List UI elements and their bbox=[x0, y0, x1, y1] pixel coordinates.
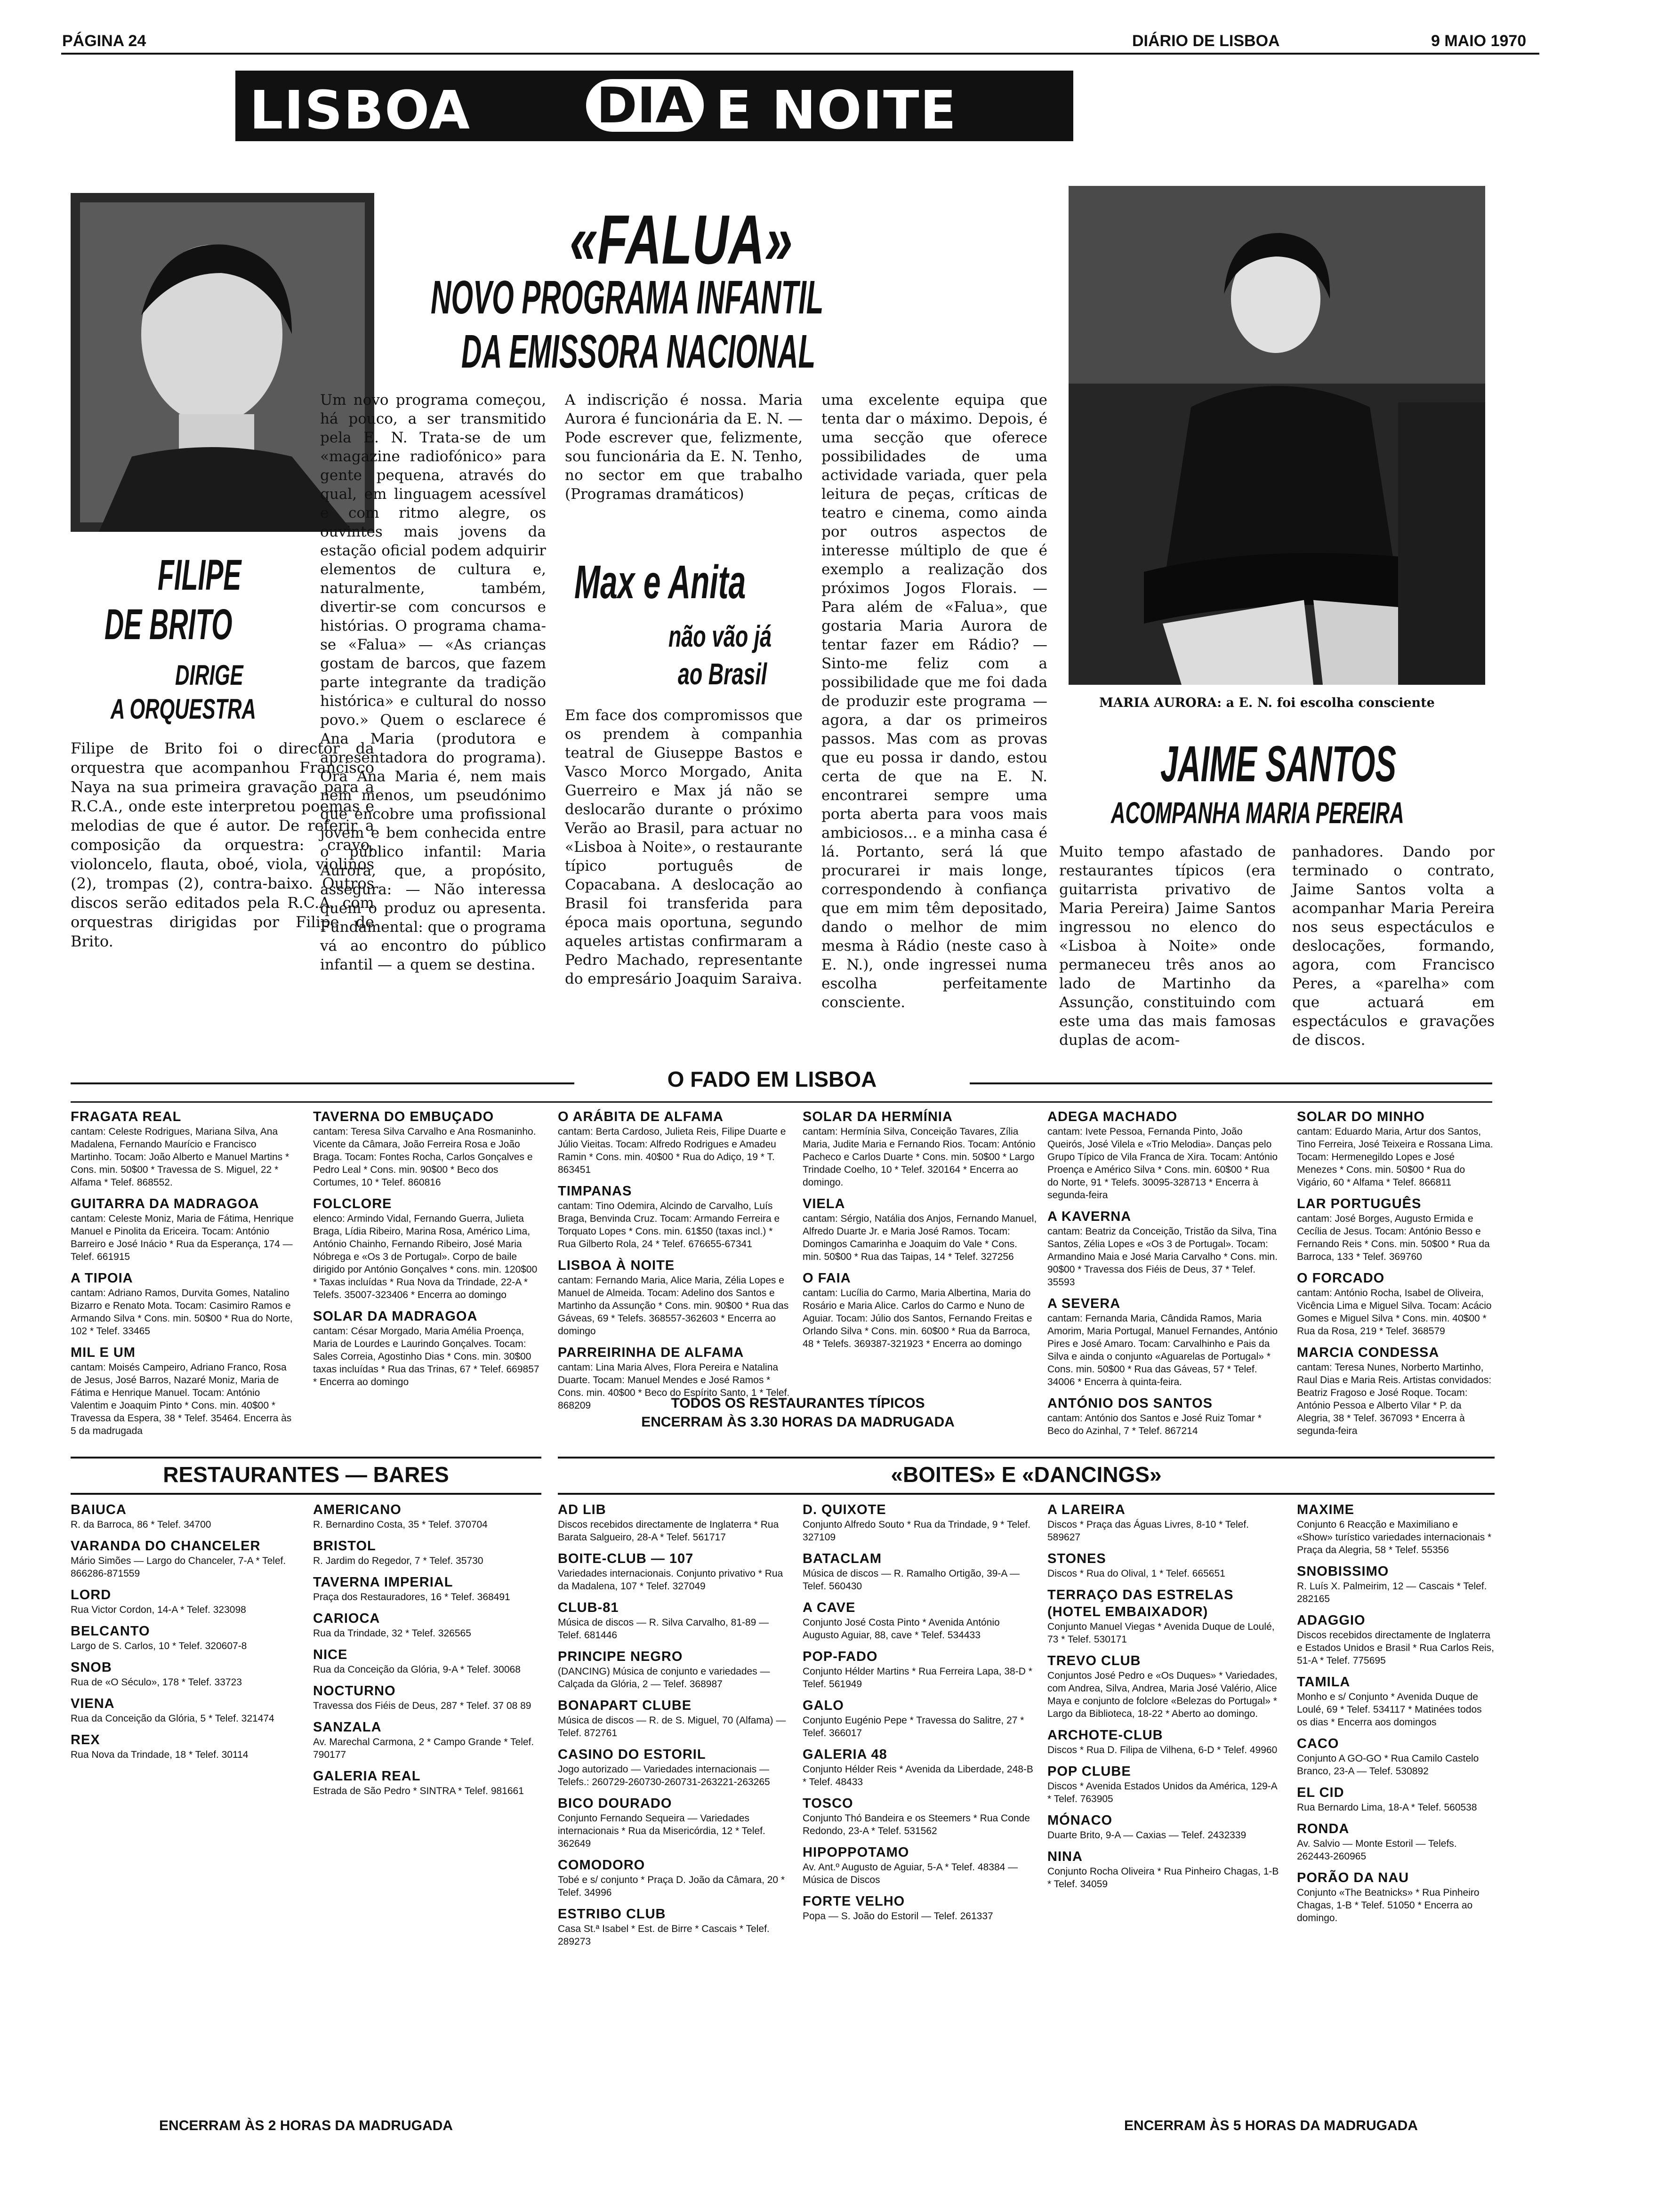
falua-column-1: Um novo programa começou, há pouco, a ser transmitido pela E. N. Trata-se de um «magazine radiofónico» para gente pequena, através do qual, em linguagem acessível e com ritmo alegre, os ouvintes mais jovens da estação oficial podem adquirir elementos de cultura e, naturalmente, também, divertir-se com concursos e histórias. O programa chama-se «Falua» — «As crianças gostam de barcos, que fazem parte integrante da tradição histórica» e cultural do nosso povo.» Quem o esclarece é Ana Maria (produtora e apresentadora do programa). Ora Ana Maria é, nem mais nem menos, um pseudónimo que encobre uma profissional jovem e bem conhecida entre o público infantil: Maria Aurora, que, a propósito, assegura: — Não interessa quem o produz ou apresenta. Fundamental: que o programa vá ao encontro do público infantil — a quem se destina. bbox=[320, 392, 546, 973]
venue-name: MAXIME bbox=[1297, 1502, 1354, 1517]
venue-details: Av. Marechal Carmona, 2 * Campo Grande * Telef. 790177 bbox=[313, 1737, 534, 1760]
banner-left-word: LISBOA bbox=[249, 80, 471, 141]
restaurantes-column-2 bbox=[313, 1501, 539, 2108]
list-item bbox=[71, 1695, 292, 1725]
fado-column-6 bbox=[1297, 1108, 1495, 1443]
page-number: PÁGINA 24 bbox=[62, 32, 146, 50]
venue-details: Mário Simões — Largo do Chanceler, 7-A * Telef. 866286-871559 bbox=[71, 1555, 286, 1579]
venue-details: cantam: César Morgado, Maria Amélia Proença, Maria de Lourdes e Laurindo Gonçalves. Tocam: Sales Correia, Agostinho Dias * Cons. min. 30$00 taxas incluídas * Rua das Trinas, 67 * Telef. 669857 * Encerra ao domingo bbox=[313, 1326, 539, 1387]
boites-closing: ENCERRAM ÀS 5 HORAS DA MADRUGADA bbox=[1124, 2118, 1418, 2133]
venue-name: NINA bbox=[1047, 1849, 1083, 1864]
venue-name: ESTRIBO CLUB bbox=[558, 1907, 666, 1922]
list-item bbox=[1297, 1820, 1495, 1863]
restaurantes-rule-bottom bbox=[71, 1493, 541, 1495]
venue-details: Conjunto Hélder Reis * Avenida da Liberdade, 248-B * Telef. 48433 bbox=[803, 1764, 1033, 1787]
venue-name: NICE bbox=[313, 1647, 348, 1662]
venue-name: O ARÁBITA DE ALFAMA bbox=[558, 1109, 724, 1124]
jaime-subtitle: ACOMPANHA MARIA PEREIRA bbox=[1111, 796, 1404, 830]
list-item bbox=[558, 1697, 788, 1739]
venue-name: PRINCIPE NEGRO bbox=[558, 1649, 683, 1664]
list-item bbox=[803, 1599, 1038, 1642]
filipe-sub-line2: A ORQUESTRA bbox=[111, 693, 256, 725]
list-item bbox=[558, 1183, 793, 1250]
venue-name: CASINO DO ESTORIL bbox=[558, 1747, 706, 1762]
fado-column-1 bbox=[71, 1108, 297, 1443]
list-item bbox=[313, 1610, 539, 1640]
venue-name: D. QUIXOTE bbox=[803, 1502, 886, 1517]
newspaper-name: DIÁRIO DE LISBOA bbox=[1132, 32, 1280, 50]
photo-caption: MARIA AURORA: a E. N. foi escolha consciente bbox=[1099, 696, 1435, 710]
venue-name: O FORCADO bbox=[1297, 1271, 1385, 1286]
venue-name: VIELA bbox=[803, 1196, 845, 1211]
venue-details: Discos * Rua do Olival, 1 * Telef. 665651 bbox=[1047, 1568, 1225, 1579]
venue-details: cantam: António dos Santos e José Ruiz Tomar * Beco do Azinhal, 7 * Telef. 867214 bbox=[1047, 1413, 1262, 1436]
venue-details: Praça dos Restauradores, 16 * Telef. 368491 bbox=[313, 1592, 510, 1603]
list-item bbox=[313, 1768, 539, 1797]
venue-details: Casa St.ª Isabel * Est. de Birre * Cascais * Telef. 289273 bbox=[558, 1923, 770, 1947]
venue-details: Variedades internacionais. Conjunto privativo * Rua da Madalena, 107 * Telef. 327049 bbox=[558, 1568, 783, 1592]
venue-name: GALO bbox=[803, 1698, 844, 1713]
venue-details: Conjunto 6 Reacção e Maximiliano e «Show» turístico variedades internacionais * Praça da Alegria, 58 * Telef. 55356 bbox=[1297, 1519, 1492, 1555]
venue-name: CLUB-81 bbox=[558, 1600, 619, 1615]
list-item bbox=[1047, 1395, 1280, 1437]
venue-name: SANZALA bbox=[313, 1720, 382, 1735]
list-item bbox=[1297, 1869, 1495, 1924]
venue-details: Largo de S. Carlos, 10 * Telef. 320607-8 bbox=[71, 1641, 247, 1651]
list-item bbox=[1297, 1674, 1495, 1729]
falua-column-3: uma excelente equipa que tenta dar o máximo. Depois, é uma secção que oferece possibilidades de uma actividade variada, quer pela leitura de peças, críticas de teatro e cinema, como ainda por outros aspectos de interesse múltiplo de que é exemplo a realização dos próximos Jogos Florais. — Para além de «Falua», que gostaria Maria Aurora de tentar fazer em Rádio? — Sinto-me feliz com a possibilidade que me foi dada de produzir este programa — agora, a dar os primeiros passos. Mas com as provas que eu possa ir dando, estou certa de que na E. N. encontrarei sempre uma porta aberta para voos mais ambiciosos... e a minha casa é lá. Portanto, será lá que procurarei ir mais longe, correspondendo à confiança que em mim têm depositado, dando o melhor de mim mesma à Rádio (neste caso à E. N.), onde ingressei numa escolha perfeitamente consciente. bbox=[821, 392, 1047, 1011]
venue-details: cantam: Tino Odemira, Alcindo de Carvalho, Luís Braga, Benvinda Cruz. Tocam: Armando Ferreira e Torquato Lopes * Cons. min. 61$50 (taxas incl.) * Rua Gilberto Rola, 24 * Telef. 676655-67341 bbox=[558, 1201, 780, 1250]
fado-section-title: O FADO EM LISBOA bbox=[667, 1067, 877, 1091]
restaurantes-closing: ENCERRAM ÀS 2 HORAS DA MADRUGADA bbox=[159, 2118, 453, 2133]
falua-title: «FALUA» bbox=[570, 201, 793, 279]
venue-name: COMODORO bbox=[558, 1858, 645, 1873]
venue-name: LISBOA À NOITE bbox=[558, 1258, 675, 1273]
venue-name: REX bbox=[71, 1732, 100, 1747]
venue-details: Rua da Conceição da Glória, 9-A * Telef. 30068 bbox=[313, 1664, 521, 1675]
list-item bbox=[1047, 1108, 1280, 1202]
venue-details: Popa — S. João do Estoril — Telef. 261337 bbox=[803, 1911, 993, 1922]
venue-name: PORÃO DA NAU bbox=[1297, 1870, 1409, 1885]
venue-details: cantam: Teresa Silva Carvalho e Ana Rosmaninho. Vicente da Câmara, João Ferreira Rosa e João Braga. Tocam: Fontes Rocha, Carlos Gonçalves e Pedro Leal * Cons. min. 90$00 * Beco dos Cortumes, 10 * Telef. 860816 bbox=[313, 1126, 536, 1188]
venue-name: EL CID bbox=[1297, 1785, 1344, 1800]
list-item bbox=[71, 1623, 292, 1652]
venue-name: GALERIA 48 bbox=[803, 1747, 887, 1762]
max-anita-subtitle-line1: não vão já bbox=[668, 619, 772, 653]
list-item bbox=[803, 1795, 1038, 1837]
boites-rule-top bbox=[558, 1457, 1495, 1459]
venue-name: POP CLUBE bbox=[1047, 1764, 1131, 1779]
venue-details: Av. Ant.º Augusto de Aguiar, 5-A * Telef. 48384 — Música de Discos bbox=[803, 1862, 1018, 1885]
venue-details: Conjunto José Costa Pinto * Avenida António Augusto Aguiar, 88, cave * Telef. 534433 bbox=[803, 1617, 1000, 1641]
venue-name: SOLAR DA MADRAGOA bbox=[313, 1309, 478, 1324]
venue-name: SNOBISSIMO bbox=[1297, 1564, 1389, 1579]
list-item bbox=[803, 1697, 1038, 1739]
fado-closing-line2: ENCERRAM ÀS 3.30 HORAS DA MADRUGADA bbox=[641, 1414, 955, 1430]
list-item bbox=[803, 1270, 1038, 1350]
venue-name: AD LIB bbox=[558, 1502, 606, 1517]
venue-name: ADAGGIO bbox=[1297, 1613, 1366, 1628]
venue-name: FOLCLORE bbox=[313, 1196, 392, 1211]
list-item bbox=[1047, 1208, 1280, 1289]
list-item bbox=[1047, 1587, 1283, 1646]
list-item bbox=[1297, 1501, 1495, 1556]
list-item bbox=[313, 1683, 539, 1712]
venue-name: TERRAÇO DAS ESTRELAS (HOTEL EMBAIXADOR) bbox=[1047, 1587, 1234, 1619]
list-item bbox=[803, 1893, 1038, 1923]
maria-aurora-photo bbox=[1069, 186, 1485, 685]
venue-name: O FAIA bbox=[803, 1271, 851, 1286]
venue-details: Conjuntos José Pedro e «Os Duques» * Variedades, com Andrea, Silva, Andrea, Maria José Valério, Alice Maya e conjunto de folclore «Belezas do Portugal» * Largo da Biblioteca, 18-22 * Aberto ao domingo. bbox=[1047, 1670, 1278, 1719]
boites-column-3 bbox=[1047, 1501, 1283, 2104]
venue-name: TREVO CLUB bbox=[1047, 1653, 1141, 1668]
venue-details: cantam: Hermínia Silva, Conceição Tavares, Zília Maria, Judite Maria e Fernando Rios. Tocam: António Pacheco e Carlos Duarte * Cons. min. 50$00 * Largo Trindade Coelho, 10 * Telef. 320164 * Encerra ao domingo. bbox=[803, 1126, 1036, 1188]
venue-name: FORTE VELHO bbox=[803, 1894, 905, 1909]
list-item bbox=[803, 1195, 1038, 1263]
list-item bbox=[1047, 1848, 1283, 1891]
falua-subtitle-line1: NOVO PROGRAMA INFANTIL bbox=[431, 271, 824, 324]
venue-details: (DANCING) Música de conjunto e variedades — Calçada da Glória, 2 — Telef. 368987 bbox=[558, 1666, 770, 1690]
jaime-column-1: Muito tempo afastado de restaurantes típicos (era guitarrista privativo de Maria Pereira) Jaime Santos ingressou no elenco do «Lisboa à Noite» onde permaneceu três anos ao lado de Martinho da Assunção, constituindo com este uma das mais famosas duplas de acom- bbox=[1059, 843, 1276, 1049]
list-item bbox=[803, 1648, 1038, 1691]
venue-name: GUITARRA DA MADRAGOA bbox=[71, 1196, 259, 1211]
venue-details: cantam: Fernando Maria, Alice Maria, Zélia Lopes e Manuel de Almeida. Tocam: Adelino dos Santos e Martinho da Assunção * Cons. min. 90$00 * Rua das Gáveas, 69 * Telefs. 368557-362603 * Encerra ao domingo bbox=[558, 1275, 789, 1337]
venue-details: R. Luís X. Palmeirim, 12 — Cascais * Telef. 282165 bbox=[1297, 1581, 1487, 1604]
venue-name: BONAPART CLUBE bbox=[558, 1698, 692, 1713]
fado-rule-bottom bbox=[71, 1101, 1492, 1103]
filipe-name-line1: FILIPE bbox=[158, 551, 241, 599]
list-item bbox=[1297, 1344, 1495, 1437]
venue-name: CARIOCA bbox=[313, 1611, 380, 1626]
venue-details: Conjunto A GO-GO * Rua Camilo Castelo Branco, 23-A — Telef. 530892 bbox=[1297, 1753, 1479, 1777]
list-item bbox=[803, 1550, 1038, 1593]
venue-details: cantam: Sérgio, Natália dos Anjos, Fernando Manuel, Alfredo Duarte Jr. e Maria José Ramos. Tocam: Domingos Camarinha e Joaquim do Vale * Cons. min. 50$00 * Rua das Taipas, 14 * Telef. 327256 bbox=[803, 1213, 1037, 1262]
venue-name: BAIUCA bbox=[71, 1502, 127, 1517]
banner-middle-word: DIA bbox=[586, 79, 704, 132]
falua-subtitle-line2: DA EMISSORA NACIONAL bbox=[461, 325, 816, 378]
fado-rule-right bbox=[970, 1082, 1492, 1084]
venue-name: TAVERNA IMPERIAL bbox=[313, 1575, 453, 1590]
list-item bbox=[558, 1857, 788, 1899]
venue-name: ARCHOTE-CLUB bbox=[1047, 1728, 1163, 1743]
list-item bbox=[313, 1501, 539, 1531]
venue-details: cantam: Teresa Nunes, Norberto Martinho, Raul Dias e Maria Reis. Artistas convidados: Beatriz Fragoso e José Roque. Tocam: António Pessoa e Alberto Vilar * P. da Alegria, 38 * Telef. 367093 * Encerra à segunda-feira bbox=[1297, 1362, 1492, 1436]
portrait-illustration bbox=[1069, 186, 1485, 685]
venue-details: cantam: Moisés Campeiro, Adriano Franco, Rosa de Jesus, José Barros, Nazaré Moniz, Maria de Fátima e Henrique Manuel. Tocam: António Valentim e Joaquim Pinto * Cons. min. 40$00 * Travessa da Espera, 38 * Telef. 35464. Encerra às 5 da madrugada bbox=[71, 1362, 292, 1436]
venue-details: elenco: Armindo Vidal, Fernando Guerra, Julieta Braga, Lídia Ribeiro, Marina Rosa, Américo Lima, António Chainho, Fernando Ribeiro, José Maria Nóbrega e «Os 3 de Portugal». Corpo de baile dirigido por António Gonçalves * cons. min. 120$00 * Taxas incluídas * Rua Nova da Trindade, 22-A * Telefs. 35007-323406 * Encerra ao domingo bbox=[313, 1213, 538, 1300]
venue-details: Música de discos — R. Silva Carvalho, 81-89 — Telef. 681446 bbox=[558, 1617, 769, 1641]
banner-right-word: E NOITE bbox=[716, 80, 957, 141]
list-item bbox=[803, 1501, 1038, 1544]
venue-name: BOITE-CLUB — 107 bbox=[558, 1551, 694, 1566]
venue-details: Rua Nova da Trindade, 18 * Telef. 30114 bbox=[71, 1749, 249, 1760]
venue-details: Música de discos — R. Ramalho Ortigão, 39-A — Telef. 560430 bbox=[803, 1568, 1020, 1592]
boites-rule-bottom bbox=[558, 1493, 1495, 1495]
fado-column-5 bbox=[1047, 1108, 1280, 1443]
venue-details: Discos * Avenida Estados Unidos da América, 129-A * Telef. 763905 bbox=[1047, 1781, 1277, 1804]
list-item bbox=[1047, 1501, 1283, 1544]
venue-details: Rua da Trindade, 32 * Telef. 326565 bbox=[313, 1628, 471, 1639]
fado-column-4 bbox=[803, 1108, 1038, 1391]
list-item bbox=[71, 1270, 297, 1338]
venue-name: SOLAR DO MINHO bbox=[1297, 1109, 1425, 1124]
boites-column-4 bbox=[1297, 1501, 1495, 2104]
list-item bbox=[803, 1108, 1038, 1189]
venue-details: Discos * Praça das Águas Livres, 8-10 * Telef. 589627 bbox=[1047, 1519, 1249, 1543]
list-item bbox=[71, 1344, 297, 1437]
filipe-sub-line1: DIRIGE bbox=[175, 659, 243, 691]
venue-name: STONES bbox=[1047, 1551, 1106, 1566]
list-item bbox=[1047, 1727, 1283, 1756]
list-item bbox=[313, 1195, 544, 1301]
list-item bbox=[313, 1108, 544, 1189]
venue-details: Rua da Conceição da Glória, 5 * Telef. 321474 bbox=[71, 1713, 274, 1724]
list-item bbox=[1297, 1784, 1495, 1814]
venue-details: Rua de «O Século», 178 * Telef. 33723 bbox=[71, 1677, 242, 1688]
list-item bbox=[1297, 1612, 1495, 1667]
venue-name: A KAVERNA bbox=[1047, 1209, 1132, 1224]
list-item bbox=[313, 1574, 539, 1603]
venue-name: TAMILA bbox=[1297, 1675, 1351, 1690]
venue-name: VIENA bbox=[71, 1696, 115, 1711]
venue-name: NOCTURNO bbox=[313, 1683, 396, 1699]
header-rule bbox=[61, 53, 1539, 55]
list-item bbox=[558, 1648, 788, 1691]
venue-details: Conjunto Rocha Oliveira * Rua Pinheiro Chagas, 1-B * Telef. 34059 bbox=[1047, 1866, 1279, 1890]
venue-name: CACO bbox=[1297, 1736, 1339, 1751]
list-item bbox=[1297, 1195, 1495, 1263]
venue-name: VARANDA DO CHANCELER bbox=[71, 1539, 261, 1554]
venue-details: Conjunto Fernando Sequeira — Variedades internacionais * Rua da Misericórdia, 12 * Telef. 362649 bbox=[558, 1813, 765, 1849]
venue-name: BRISTOL bbox=[313, 1539, 376, 1554]
venue-name: MARCIA CONDESSA bbox=[1297, 1345, 1440, 1360]
venue-details: cantam: António Rocha, Isabel de Oliveira, Vicência Lima e Miguel Silva. Tocam: Acácio Gomes e Miguel Silva * Cons. min. 40$00 * Rua da Rosa, 219 * Telef. 368579 bbox=[1297, 1288, 1492, 1337]
list-item bbox=[1047, 1652, 1283, 1720]
list-item bbox=[1047, 1550, 1283, 1580]
list-item bbox=[558, 1550, 788, 1593]
venue-details: Discos recebidos directamente de Inglaterra e Estados Unidos e Brasil * Rua Carlos Reis, 51-A * Telef. 775695 bbox=[1297, 1630, 1495, 1666]
venue-name: ADEGA MACHADO bbox=[1047, 1109, 1178, 1124]
list-item bbox=[71, 1587, 292, 1616]
venue-details: cantam: José Borges, Augusto Ermida e Cecília de Jesus. Tocam: António Besso e Fernando Reis * Cons. min. 50$00 * Rua da Barroca, 133 * Telef. 369760 bbox=[1297, 1213, 1490, 1262]
venue-name: PARREIRINHA DE ALFAMA bbox=[558, 1345, 744, 1360]
venue-details: Tobé e s/ conjunto * Praça D. João da Câmara, 20 * Telef. 34996 bbox=[558, 1875, 785, 1898]
list-item bbox=[1047, 1295, 1280, 1388]
venue-name: GALERIA REAL bbox=[313, 1769, 421, 1784]
venue-details: Discos recebidos directamente de Inglaterra * Rua Barata Salgueiro, 28-A * Telef. 561717 bbox=[558, 1519, 779, 1543]
list-item bbox=[71, 1501, 292, 1531]
venue-details: R. da Barroca, 86 * Telef. 34700 bbox=[71, 1519, 211, 1530]
list-item bbox=[71, 1538, 292, 1580]
list-item bbox=[313, 1538, 539, 1567]
venue-name: BATACLAM bbox=[803, 1551, 882, 1566]
venue-details: cantam: Ivete Pessoa, Fernanda Pinto, João Queirós, José Vilela e «Trio Melodia». Danças pelo Grupo Típico de Vila Franca de Xira. Tocam: António Proença e Américo Silva * Cons. min. 60$00 * Rua do Norte, 91 * Telefs. 30095-328713 * Encerra à segunda-feira bbox=[1047, 1126, 1278, 1201]
max-anita-title: Max e Anita bbox=[574, 556, 746, 609]
venue-details: Rua Victor Cordon, 14-A * Telef. 323098 bbox=[71, 1604, 246, 1615]
venue-name: MÓNACO bbox=[1047, 1813, 1113, 1828]
venue-details: Duarte Brito, 9-A — Caxias — Telef. 2432339 bbox=[1047, 1830, 1247, 1841]
list-item bbox=[1297, 1108, 1495, 1189]
venue-details: cantam: Eduardo Maria, Artur dos Santos, Tino Ferreira, José Teixeira e Rossana Lima. Tocam: Hermenegildo Lopes e José Menezes * Cons. min. 50$00 * Rua do Vigário, 60 * Alfama * Telef. 866811 bbox=[1297, 1126, 1493, 1188]
venue-details: Rua Bernardo Lima, 18-A * Telef. 560538 bbox=[1297, 1802, 1477, 1813]
fado-column-2 bbox=[313, 1108, 544, 1443]
venue-details: cantam: Celeste Moniz, Maria de Fátima, Henrique Manuel e Pinolita da Ericeira. Tocam: António Barreiro e José Inácio * Rua da Esperança, 174 — Telef. 661915 bbox=[71, 1213, 294, 1262]
venue-details: R. Bernardino Costa, 35 * Telef. 370704 bbox=[313, 1519, 488, 1530]
venue-details: Conjunto Alfredo Souto * Rua da Trindade, 9 * Telef. 327109 bbox=[803, 1519, 1031, 1543]
list-item bbox=[558, 1257, 793, 1338]
venue-name: RONDA bbox=[1297, 1821, 1350, 1836]
venue-name: TOSCO bbox=[803, 1796, 853, 1811]
venue-name: FRAGATA REAL bbox=[71, 1109, 182, 1124]
venue-details: Conjunto Thó Bandeira e os Steemers * Rua Conde Redondo, 23-A * Telef. 531562 bbox=[803, 1813, 1030, 1836]
restaurantes-section-title: RESTAURANTES — BARES bbox=[163, 1462, 449, 1487]
boites-column-1 bbox=[558, 1501, 788, 2113]
venue-details: Jogo autorizado — Variedades internacionais — Telefs.: 260729-260730-260731-263221-263265 bbox=[558, 1764, 770, 1787]
venue-name: A SEVERA bbox=[1047, 1296, 1121, 1311]
venue-details: Conjunto Eugénio Pepe * Travessa do Salitre, 27 * Telef. 366017 bbox=[803, 1715, 1024, 1739]
venue-name: HIPOPPOTAMO bbox=[803, 1845, 909, 1860]
jaime-column-2: panhadores. Dando por terminado o contrato, Jaime Santos volta a acompanhar Maria Pereira nos seus espectáculos e deslocações, formando, agora, com Francisco Peres, a «parelha» com que actuará em espectáculos e gravações de discos. bbox=[1292, 843, 1495, 1049]
fado-column-3 bbox=[558, 1108, 793, 1411]
venue-details: cantam: Fernanda Maria, Cândida Ramos, Maria Amorim, Maria Portugal, Manuel Fernandes, António Pires e José Amaro. Tocam: Carvalhinho e Pais da Silva e ainda o conjunto «Aguarelas de Portugal» * Cons. min. 50$00 * Rua das Gáveas, 57 * Telef. 34006 * Encerra à quinta-feira. bbox=[1047, 1313, 1278, 1387]
venue-name: POP-FADO bbox=[803, 1649, 878, 1664]
list-item bbox=[1297, 1563, 1495, 1605]
venue-details: cantam: Lucília do Carmo, Maria Albertina, Maria do Rosário e Maria Alice. Carlos do Carmo e Nuno de Aguiar. Tocam: Júlio dos Santos, Fernando Freitas e Orlando Silva * Cons. min. 60$00 * Rua da Barroca, 48 * Telefs. 369387-321923 * Encerra ao domingo bbox=[803, 1288, 1032, 1349]
venue-details: Conjunto Manuel Viegas * Avenida Duque de Loulé, 73 * Telef. 530171 bbox=[1047, 1621, 1275, 1645]
list-item bbox=[558, 1108, 793, 1176]
venue-details: Discos * Rua D. Filipa de Vilhena, 6-D * Telef. 49960 bbox=[1047, 1745, 1278, 1755]
filipe-name-line2: DE BRITO bbox=[105, 601, 233, 649]
boites-column-2 bbox=[803, 1501, 1038, 2113]
venue-details: Conjunto «The Beatnicks» * Rua Pinheiro Chagas, 1-B * Telef. 51050 * Encerra ao domingo. bbox=[1297, 1887, 1480, 1923]
list-item bbox=[803, 1844, 1038, 1886]
venue-name: SOLAR DA HERMÍNIA bbox=[803, 1109, 953, 1124]
fado-closing-line1: TODOS OS RESTAURANTES TÍPICOS bbox=[671, 1395, 925, 1411]
list-item bbox=[313, 1719, 539, 1761]
list-item bbox=[1047, 1763, 1283, 1805]
list-item bbox=[71, 1195, 297, 1263]
venue-details: cantam: Adriano Ramos, Durvita Gomes, Natalino Bizarro e Renato Mota. Tocam: Casimiro Ramos e Armando Silva * Cons. min. 50$00 * Rua do Norte, 102 * Telef. 33465 bbox=[71, 1288, 293, 1337]
venue-details: cantam: Lina Maria Alves, Flora Pereira e Natalina Duarte. Tocam: Manuel Mendes e José Ramos * Cons. min. 40$00 * Beco do Espírito Santo, 1 * Telef. 868209 bbox=[558, 1362, 790, 1411]
falua-column-2: A indiscrição é nossa. Maria Aurora é funcionária da E. N. — Pode escrever que, felizmente, sou funcionária da E. N. Tenho, no sector em que trabalho (Programas dramáticos) bbox=[565, 392, 803, 503]
issue-date: 9 MAIO 1970 bbox=[1431, 32, 1527, 50]
list-item bbox=[558, 1746, 788, 1788]
fado-rule-left bbox=[71, 1082, 574, 1084]
list-item bbox=[313, 1308, 544, 1388]
restaurantes-column-1 bbox=[71, 1501, 292, 2108]
filipe-article-text: Filipe de Brito foi o director da orquestra que acompanhou Francisco Naya na sua primeira gravação para a R.C.A., onde este interpretou poemas e melodias de que é autor. De referir a composição da orquestra: cravo, violoncelo, flauta, oboé, viola, violinos (2), trompas (2), contra-baixo. Outros discos serão editados pela R.C.A. com orquestras dirigidas por Filipe de Brito. bbox=[71, 739, 374, 950]
list-item bbox=[558, 1906, 788, 1948]
venue-details: Monho e s/ Conjunto * Avenida Duque de Loulé, 69 * Telef. 534117 * Matinées todos os dias * Encerra aos domingos bbox=[1297, 1691, 1482, 1728]
venue-name: SNOB bbox=[71, 1660, 112, 1675]
venue-name: BICO DOURADO bbox=[558, 1796, 672, 1811]
venue-details: cantam: Celeste Rodrigues, Mariana Silva, Ana Madalena, Fernando Maurício e Francisco Martinho. Tocam: João Alberto e Manuel Martins * Cons. min. 50$00 * Travessa de S. Miguel, 22 * Alfama * Telef. 868552. bbox=[71, 1126, 290, 1188]
venue-name: AMERICANO bbox=[313, 1502, 402, 1517]
list-item bbox=[1047, 1812, 1283, 1842]
venue-details: R. Jardim do Regedor, 7 * Telef. 35730 bbox=[313, 1555, 483, 1566]
jaime-title: JAIME SANTOS bbox=[1160, 735, 1397, 792]
venue-details: Estrada de São Pedro * SINTRA * Telef. 981661 bbox=[313, 1786, 524, 1796]
venue-details: cantam: Beatriz da Conceição, Tristão da Silva, Tina Santos, Zélia Lopes e «Os 3 de Portugal». Tocam: Armandino Maia e José Maria Carvalho * Cons. min. 90$00 * Travessa dos Fiéis de Deus, 37 * Telef. 35593 bbox=[1047, 1226, 1278, 1288]
list-item bbox=[71, 1659, 292, 1689]
venue-name: LORD bbox=[71, 1587, 112, 1603]
venue-details: Música de discos — R. de S. Miguel, 70 (Alfama) — Telef. 872761 bbox=[558, 1715, 786, 1739]
list-item bbox=[803, 1746, 1038, 1788]
venue-name: ANTÓNIO DOS SANTOS bbox=[1047, 1396, 1213, 1411]
venue-name: LAR PORTUGUÊS bbox=[1297, 1196, 1422, 1211]
venue-details: Av. Salvio — Monte Estoril — Telefs. 262443-260965 bbox=[1297, 1838, 1457, 1862]
list-item bbox=[558, 1795, 788, 1850]
venue-name: TIMPANAS bbox=[558, 1184, 632, 1199]
venue-details: cantam: Berta Cardoso, Julieta Reis, Filipe Duarte e Júlio Vieitas. Tocam: Alfredo Rodrigues e Amadeu Ramin * Cons. min. 40$00 * Rua do Adiço, 19 * T. 863451 bbox=[558, 1126, 786, 1175]
venue-name: TAVERNA DO EMBUÇADO bbox=[313, 1109, 494, 1124]
boites-section-title: «BOITES» E «DANCINGS» bbox=[891, 1462, 1162, 1487]
venue-name: A LAREIRA bbox=[1047, 1502, 1126, 1517]
list-item bbox=[71, 1731, 292, 1761]
list-item bbox=[1297, 1270, 1495, 1338]
list-item bbox=[1297, 1735, 1495, 1778]
venue-details: Conjunto Hélder Martins * Rua Ferreira Lapa, 38-D * Telef. 561949 bbox=[803, 1666, 1032, 1690]
venue-details: Travessa dos Fiéis de Deus, 287 * Telef. 37 08 89 bbox=[313, 1700, 531, 1711]
venue-name: BELCANTO bbox=[71, 1624, 150, 1639]
list-item bbox=[313, 1646, 539, 1676]
list-item bbox=[558, 1599, 788, 1642]
venue-name: A CAVE bbox=[803, 1600, 856, 1615]
list-item bbox=[71, 1108, 297, 1189]
venue-name: A TIPOIA bbox=[71, 1271, 133, 1286]
list-item bbox=[558, 1501, 788, 1544]
restaurantes-rule-top bbox=[71, 1457, 541, 1459]
venue-name: MIL E UM bbox=[71, 1345, 136, 1360]
max-anita-article-text: Em face dos compromissos que os prendem à companhia teatral de Giuseppe Bastos e Vasco Morco Morgado, Anita Guerreiro e Max já não se deslocarão durante o próximo Verão ao Brasil, para actuar no «Lisboa à Noite», o restaurante típico português de Copacabana. A deslocação ao Brasil foi transferida para época mais oportuna, segundo aqueles artistas confirmaram a Pedro Machado, representante do empresário Joaquim Saraiva. bbox=[565, 707, 803, 987]
max-anita-subtitle-line2: ao Brasil bbox=[678, 657, 767, 691]
section-banner bbox=[235, 71, 1073, 141]
